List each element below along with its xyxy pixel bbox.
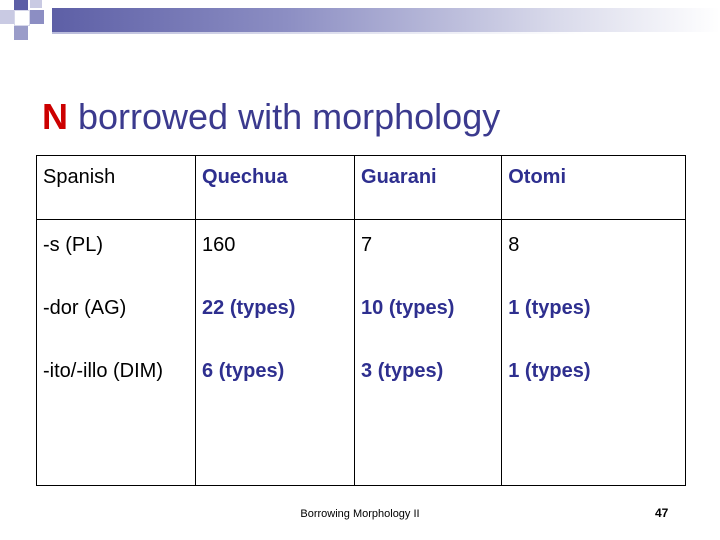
cell-value: 10 (types) <box>361 297 455 319</box>
decor-square <box>14 26 28 40</box>
table-header-row <box>37 156 686 220</box>
header-cell: Guarani <box>355 156 502 220</box>
cell-value: 22 (types) <box>202 297 296 319</box>
cell-value: 3 (types) <box>361 360 444 382</box>
slide-footer: Borrowing Morphology II <box>300 508 420 520</box>
decor-square <box>30 0 42 8</box>
decor-square <box>30 10 44 24</box>
title-bullet-marker: N <box>42 96 68 137</box>
table-row <box>37 220 686 486</box>
cell-value: 7 <box>361 234 373 256</box>
row-label-cell <box>37 220 196 486</box>
cell-value: 1 (types) <box>508 297 591 319</box>
value-cell <box>196 220 355 486</box>
morphology-table <box>36 155 686 486</box>
value-cell <box>502 220 686 486</box>
title-text: borrowed with morphology <box>78 96 501 137</box>
header-cell: Spanish <box>37 156 196 220</box>
cell-value: 6 (types) <box>202 360 285 382</box>
slide-title <box>42 93 500 141</box>
banner-gradient <box>52 8 720 32</box>
value-cell <box>355 220 502 486</box>
decor-square <box>14 10 30 26</box>
cell-value: 1 (types) <box>508 360 591 382</box>
cell-value: 8 <box>508 234 520 256</box>
banner-strip <box>52 32 720 34</box>
row-label: -ito/-illo (DIM) <box>43 360 163 382</box>
header-cell: Otomi <box>502 156 686 220</box>
decor-square <box>14 0 28 10</box>
cell-value: 160 <box>202 234 236 256</box>
decor-square <box>0 10 14 24</box>
decorative-banner <box>0 0 720 40</box>
page-number: 47 <box>655 506 669 520</box>
row-label: -dor (AG) <box>43 297 127 319</box>
row-label: -s (PL) <box>43 234 103 256</box>
header-cell: Quechua <box>196 156 355 220</box>
